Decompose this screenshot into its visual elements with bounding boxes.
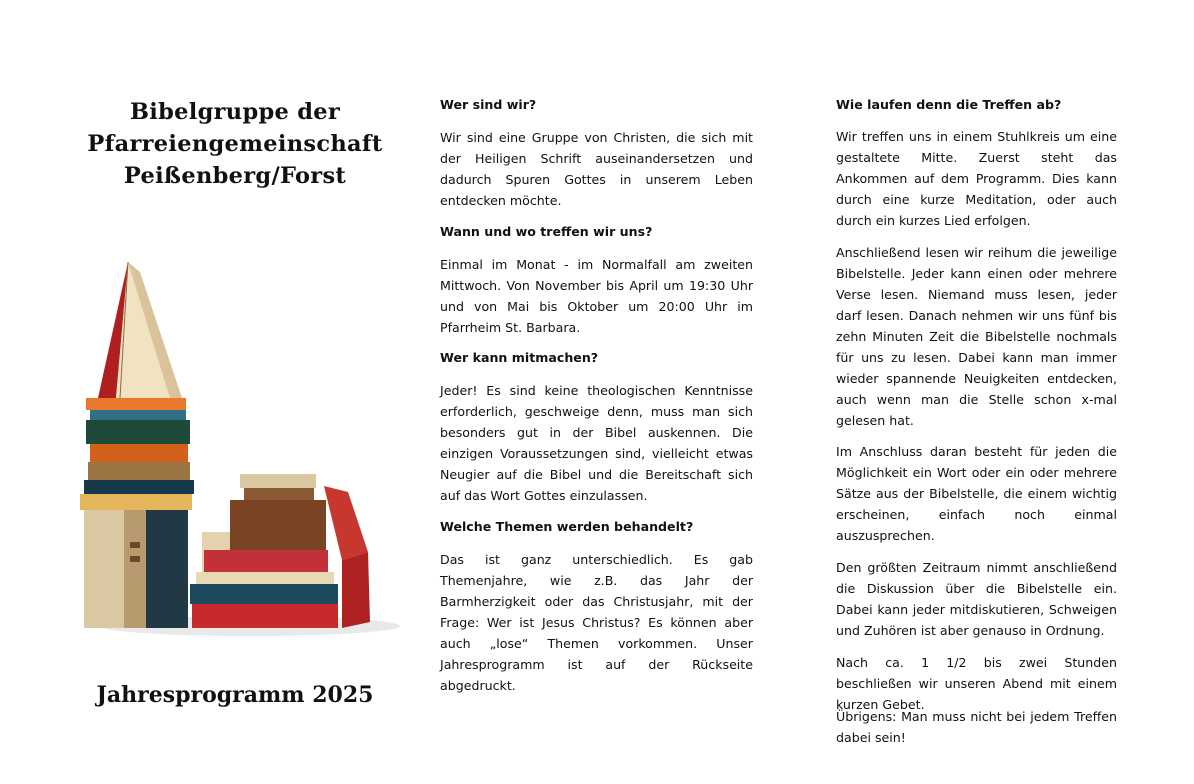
section-who (440, 96, 753, 211)
stacked-books-illustration (80, 252, 400, 642)
year-program-title: Jahresprogramm 2025 (96, 682, 374, 708)
paragraph: Wir treffen uns in einem Stuhlkreis um eine gestaltete Mitte. Zuerst steht das Ankommen auf dem Programm. Dies kann durch eine kurze Meditation, oder auch durch ein kurzes Lied erfolgen. (836, 129, 1117, 228)
section-heading: Wer sind wir? (440, 97, 537, 112)
section-text: Einmal im Monat - im Normalfall am zweiten Mittwoch. Von November bis April um 19:30 Uhr und von Mai bis Oktober um 20:00 Uhr im Pfarrheim St. Barbara. (440, 257, 753, 335)
section-heading: Wann und wo treffen wir uns? (440, 224, 653, 239)
paragraph: Nach ca. 1 1/2 bis zwei Stunden beschließen wir unseren Abend mit einem kurzen Gebet. (836, 655, 1117, 712)
group-title: Bibelgruppe der Pfarreiengemeinschaft Peißenberg/Forst (87, 99, 383, 189)
paragraph: Den größten Zeitraum nimmt anschließend die Diskussion über die Bibelstelle ein. Dabei kann jeder mitdiskutieren, Schweigen und Zuhören ist aber genauso in Ordnung. (836, 560, 1117, 638)
section-who-can-join (440, 349, 753, 506)
paragraph: Anschließend lesen wir reihum die jeweilige Bibelstelle. Jeder kann einen oder mehrere Verse lesen. Niemand muss lesen, jeder darf lesen. Danach nehmen wir uns fünf bis zehn Minuten Zeit die Bibelstelle nochmals für uns zu lesen. Dabei kann man immer wieder spannende Neuigkeiten entdecken, auch wenn man die Stelle schon x-mal gelesen hat. (836, 245, 1117, 428)
section-text: Wir sind eine Gruppe von Christen, die sich mit der Heiligen Schrift auseinandersetzen und dadurch Spuren Gottes in unserem Leben entdecken möchte. (440, 130, 753, 208)
paragraph: Übrigens: Man muss nicht bei jedem Treffen dabei sein! (836, 709, 1117, 745)
section-heading: Welche Themen werden behandelt? (440, 519, 694, 534)
section-heading: Wie laufen denn die Treffen ab? (836, 97, 1062, 112)
section-text: Jeder! Es sind keine theologischen Kenntnisse erforderlich, geschweige denn, muss man sich besonders gut in der Bibel auskennen. Die einzigen Voraussetzungen sind, vielleicht etwas Neugier auf die Bibel und die Bereitschaft sich auf das Wort Gottes einzulassen. (440, 383, 753, 503)
section-when-where (440, 223, 753, 338)
section-heading: Wer kann mitmachen? (440, 350, 599, 365)
section-procedure (836, 96, 1117, 114)
section-text: Das ist ganz unterschiedlich. Es gab Themenjahre, wie z.B. das Jahr der Barmherzigkeit oder das Christusjahr, mit der Frage: Wer ist Jesus Christus? Es können aber auch „lose“ Themen vorkommen. Unser Jahresprogramm ist auf der Rückseite abgedruckt. (440, 552, 753, 693)
section-topics (440, 518, 753, 696)
paragraph: Im Anschluss daran besteht für jeden die Möglichkeit ein Wort oder ein oder mehrere Sätze aus der Bibelstelle, die einem wichtig erscheinen, einfach noch einmal auszusprechen. (836, 444, 1117, 543)
